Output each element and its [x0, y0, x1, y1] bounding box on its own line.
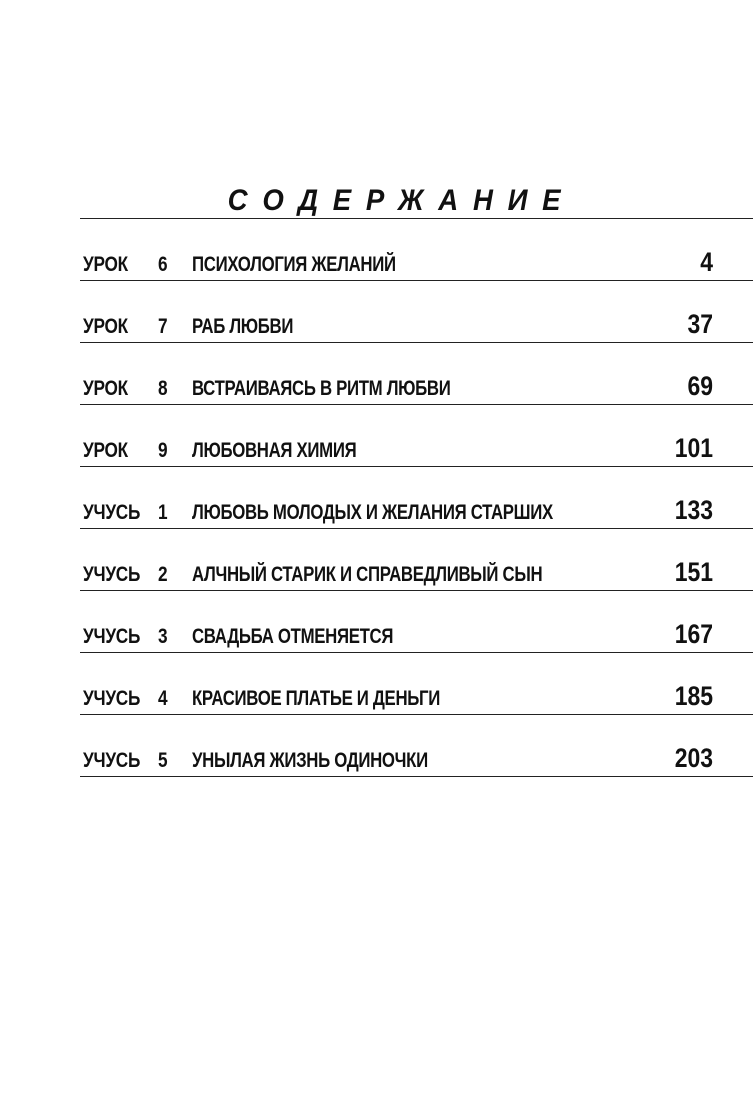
- entry-number: 2: [158, 563, 168, 586]
- toc-entry-2[interactable]: [80, 280, 753, 343]
- toc-entry-7[interactable]: [80, 590, 753, 653]
- entry-chapter-title: ВСТРАИВАЯСЬ В РИТМ ЛЮБВИ: [192, 377, 451, 400]
- entry-number: 6: [158, 253, 168, 276]
- entry-page-number: 185: [674, 681, 713, 711]
- entry-page-number: 69: [687, 371, 713, 401]
- toc-entry-4[interactable]: [80, 404, 753, 467]
- entry-label: УЧУСЬ: [83, 563, 141, 586]
- entry-number: 1: [158, 501, 168, 524]
- toc-entry-9[interactable]: [80, 714, 753, 777]
- entry-chapter-title: КРАСИВОЕ ПЛАТЬЕ И ДЕНЬГИ: [192, 687, 440, 710]
- entry-chapter-title: УНЫЛАЯ ЖИЗНЬ ОДИНОЧКИ: [192, 749, 428, 772]
- entry-number: 7: [158, 315, 168, 338]
- entry-number: 5: [158, 749, 168, 772]
- entry-page-number: 167: [674, 619, 713, 649]
- toc-entry-6[interactable]: [80, 528, 753, 591]
- toc-entry-3[interactable]: [80, 342, 753, 405]
- entry-number: 3: [158, 625, 168, 648]
- entry-chapter-title: ЛЮБОВЬ МОЛОДЫХ И ЖЕЛАНИЯ СТАРШИХ: [192, 501, 553, 524]
- page-title: СОДЕРЖАНИЕ: [227, 184, 576, 217]
- entry-label: УЧУСЬ: [83, 687, 141, 710]
- entry-page-number: 101: [674, 433, 713, 463]
- entry-page-number: 133: [674, 495, 713, 525]
- entry-label: УРОК: [83, 315, 128, 338]
- entry-number: 9: [158, 439, 168, 462]
- entry-chapter-title: АЛЧНЫЙ СТАРИК И СПРАВЕДЛИВЫЙ СЫН: [192, 563, 543, 586]
- toc-entry-1[interactable]: [80, 218, 753, 281]
- entry-label: УЧУСЬ: [83, 625, 141, 648]
- entry-label: УЧУСЬ: [83, 749, 141, 772]
- toc-entry-5[interactable]: [80, 466, 753, 529]
- entry-chapter-title: РАБ ЛЮБВИ: [192, 315, 294, 338]
- entry-label: УРОК: [83, 377, 128, 400]
- entry-chapter-title: ЛЮБОВНАЯ ХИМИЯ: [192, 439, 357, 462]
- entry-label: УРОК: [83, 253, 128, 276]
- entry-number: 4: [158, 687, 168, 710]
- entry-label: УРОК: [83, 439, 128, 462]
- toc-entry-8[interactable]: [80, 652, 753, 715]
- entry-page-number: 37: [687, 309, 713, 339]
- entry-page-number: 151: [674, 557, 713, 587]
- entry-label: УЧУСЬ: [83, 501, 141, 524]
- entry-page-number: 4: [700, 247, 713, 277]
- entry-chapter-title: ПСИХОЛОГИЯ ЖЕЛАНИЙ: [192, 253, 396, 276]
- entry-page-number: 203: [674, 743, 713, 773]
- entry-chapter-title: СВАДЬБА ОТМЕНЯЕТСЯ: [192, 625, 394, 648]
- entry-number: 8: [158, 377, 168, 400]
